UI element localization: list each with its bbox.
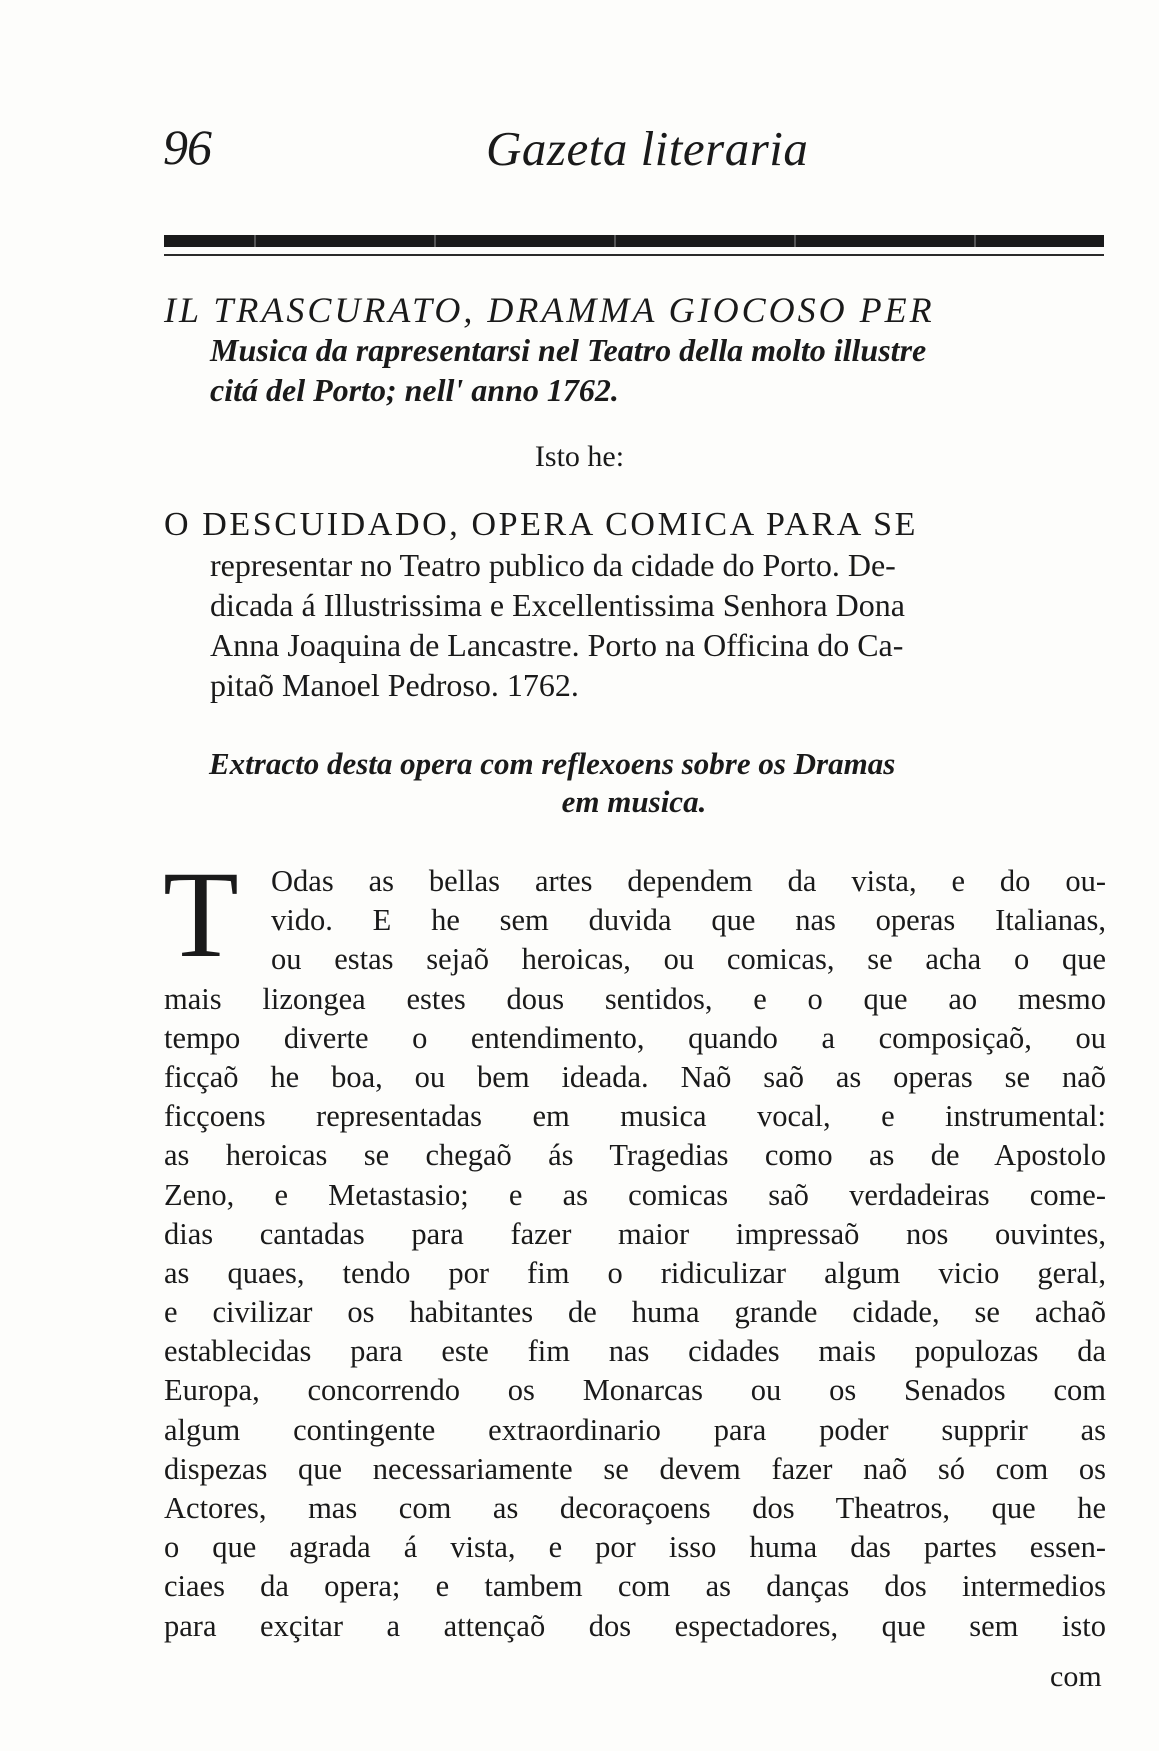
body-line: algum contingente extraordinario para poder supprir as: [164, 1412, 1106, 1447]
body-line: o que agrada á vista, e por isso huma das partes essen-: [164, 1530, 1106, 1565]
running-title: Gazeta literaria: [486, 121, 809, 176]
italian-title: [164, 290, 1104, 410]
catchword: com: [1050, 1660, 1102, 1693]
body-line: ou estas sejaõ heroicas, ou comicas, se acha o que: [271, 942, 1106, 977]
extract-heading-line: Extracto desta opera com reflexoens sobre os Dramas: [209, 746, 896, 781]
header-rule-thin: [164, 254, 1104, 256]
portuguese-title-line: representar no Teatro publico da cidade do Porto. De-: [210, 547, 896, 583]
body-line: e civilizar os habitantes de huma grande cidade, se achaõ: [164, 1295, 1106, 1330]
body-line: Europa, concorrendo os Monarcas ou os Senados com: [164, 1373, 1106, 1408]
body-line: establecidas para este fim nas cidades mais populozas da: [164, 1334, 1106, 1369]
body-line: dispezas que necessariamente se devem fazer naõ só com os: [164, 1451, 1106, 1486]
body-line: para exçitar a attençaõ dos espectadores, que sem isto: [164, 1608, 1106, 1643]
extract-heading-line: em musica.: [561, 784, 707, 819]
italian-title-line: citá del Porto; nell' anno 1762.: [210, 372, 619, 408]
body-line: mais lizongea estes dous sentidos, e o que ao mesmo: [164, 981, 1106, 1016]
body-line: ciaes da opera; e tambem com as danças dos intermedios: [164, 1569, 1106, 1604]
body-line: Zeno, e Metastasio; e as comicas saõ verdadeiras come-: [164, 1177, 1106, 1212]
portuguese-title-line: pitaõ Manoel Pedroso. 1762.: [210, 667, 579, 703]
page-number: 96: [163, 119, 211, 175]
body-line: Odas as bellas artes dependem da vista, e do ou-: [271, 864, 1106, 898]
extract-heading: [164, 745, 1104, 821]
portuguese-title: [164, 505, 1104, 705]
header-rule: [164, 235, 1104, 247]
portuguese-title-line: O DESCUIDADO, OPERA COMICA PARA SE: [164, 506, 919, 543]
body-line: as quaes, tendo por fim o ridiculizar algum vicio geral,: [164, 1255, 1106, 1290]
body-line: tempo diverte o entendimento, quando a composiçaõ, ou: [164, 1020, 1106, 1055]
drop-cap: T: [163, 846, 239, 983]
portuguese-title-line: dicada á Illustrissima e Excellentissima Senhora Dona: [210, 587, 905, 623]
body-line: dias cantadas para fazer maior impressaõ nos ouvintes,: [164, 1216, 1106, 1251]
body-line: vido. E he sem duvida que nas operas Italianas,: [271, 903, 1106, 938]
portuguese-title-line: Anna Joaquina de Lancastre. Porto na Officina do Ca-: [210, 627, 904, 663]
italian-title-line: IL TRASCURATO, DRAMMA GIOCOSO PER: [164, 290, 935, 330]
body-line: ficçaõ he boa, ou bem ideada. Naõ saõ as operas se naõ: [164, 1059, 1106, 1094]
body-text: [163, 846, 1106, 1646]
isto-he: Isto he:: [534, 440, 625, 473]
italian-title-line: Musica da rapresentarsi nel Teatro della molto illustre: [210, 332, 927, 368]
body-line: Actores, mas com as decoraçoens dos Theatros, que he: [164, 1491, 1106, 1525]
body-line: ficçoens representadas em musica vocal, e instrumental:: [164, 1099, 1106, 1134]
body-line: as heroicas se chegaõ ás Tragedias como as de Apostolo: [164, 1138, 1106, 1173]
